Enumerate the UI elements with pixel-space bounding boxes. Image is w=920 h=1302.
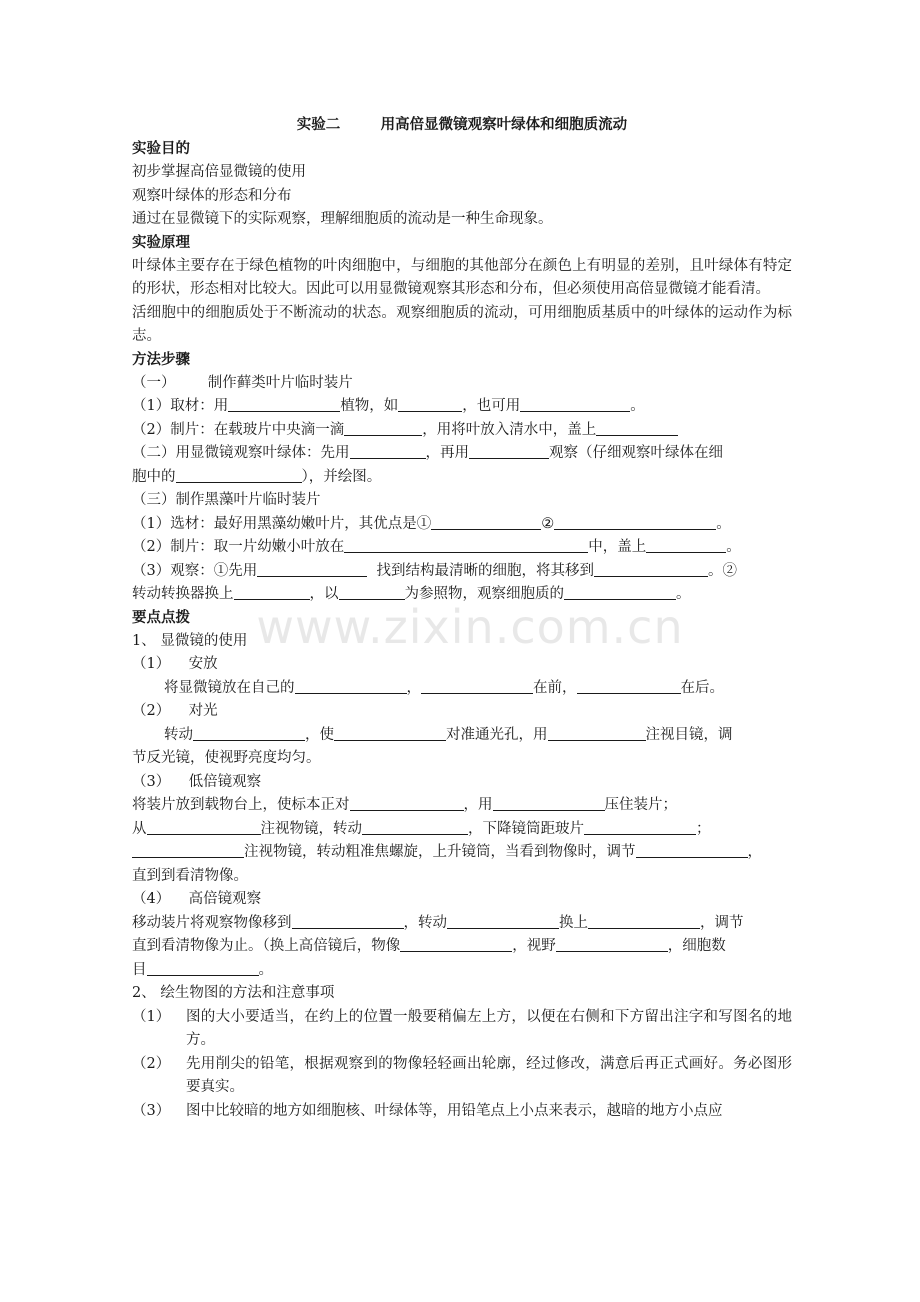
text-segment: 。② — [707, 562, 737, 579]
step-a1-line — [132, 395, 792, 419]
step-a2-line — [132, 419, 792, 443]
point-1a-title: （1） 安放 — [132, 656, 218, 672]
text-segment: ，使 — [305, 726, 334, 743]
answer-blank — [344, 420, 422, 436]
answer-blank — [234, 584, 310, 600]
point-2b — [132, 1053, 792, 1100]
text-segment: （3）观察：①先用 — [132, 562, 258, 579]
answer-blank — [193, 725, 305, 741]
answer-blank — [636, 842, 748, 858]
heading-key-points: 要点点拨 — [132, 609, 190, 626]
answer-blank — [362, 819, 468, 835]
heading-principle: 实验原理 — [132, 234, 190, 251]
text-segment: 对准通光孔，用 — [446, 726, 548, 743]
text-segment: 。 — [258, 961, 273, 978]
answer-blank — [147, 960, 259, 976]
step-c4-line — [132, 583, 792, 607]
answer-blank — [228, 396, 340, 412]
text-segment: 换上 — [559, 914, 588, 931]
point-1c-title: （3） 低倍镜观察 — [132, 773, 262, 790]
text-segment: 找到结构最清晰的细胞，将其移到 — [367, 562, 594, 579]
point-1c-line-1 — [132, 794, 792, 818]
text-segment: （1）取材：用 — [132, 398, 229, 414]
answer-blank — [584, 819, 696, 835]
step-c2-line — [132, 536, 792, 560]
answer-blank — [334, 725, 446, 741]
text-segment: 。 — [726, 539, 741, 555]
item-text: 图中比较暗的地方如细胞核、叶绿体等，用铅笔点上小点来表示，越暗的地方小点应 — [186, 1102, 723, 1119]
text-segment: 转动 — [164, 726, 193, 743]
point-1d-line-3 — [132, 959, 792, 983]
text-segment: ，视野 — [512, 938, 556, 954]
answer-blank — [292, 913, 404, 929]
answer-blank — [344, 537, 588, 553]
answer-blank — [339, 584, 405, 600]
answer-blank — [564, 584, 676, 600]
purpose-line-3: 通过在显微镜下的实际观察，理解细胞质的流动是一种生命现象。 — [132, 211, 553, 227]
answer-blank — [594, 561, 708, 577]
point-1c-line-4: 直到到看清物像。 — [132, 867, 248, 884]
principle-paragraph-1: 叶绿体主要存在于绿色植物的叶肉细胞中，与细胞的其他部分在颜色上有明显的差别，且叶绿体有特定的形状，形态相对比较大。因此可以用显微镜观察其形态和分布，但必须使用高倍显微镜才能看清。 — [132, 257, 792, 297]
text-segment: 。 — [676, 586, 691, 602]
text-segment: ② — [541, 515, 555, 532]
text-segment: ），并绘图。 — [301, 468, 382, 485]
document-page — [132, 112, 792, 1123]
text-segment: 直到看清物像为止。（换上高倍镜后，物像 — [132, 938, 401, 954]
step-c-title: （三）制作黑藻叶片临时装片 — [132, 492, 321, 508]
text-segment: 转动转换器换上 — [132, 586, 234, 602]
text-segment: ，以 — [309, 586, 339, 602]
heading-purpose: 实验目的 — [132, 141, 190, 157]
answer-blank — [421, 678, 533, 694]
answer-blank — [257, 561, 367, 577]
answer-blank — [596, 420, 678, 436]
answer-blank — [520, 396, 630, 412]
step-b-line-2 — [132, 466, 792, 490]
text-segment: ，转动 — [403, 914, 447, 931]
principle-paragraph-2: 活细胞中的细胞质处于不断流动的状态。观察细胞质的流动，可用细胞质基质中的叶绿体的运动作为标志。 — [132, 304, 792, 344]
text-segment: 注视目镜，调 — [645, 726, 733, 743]
step-a-title: （一） 制作藓类叶片临时装片 — [132, 374, 353, 391]
answer-blank — [350, 443, 426, 459]
answer-blank — [548, 725, 646, 741]
point-1a-line — [132, 677, 792, 701]
answer-blank — [176, 467, 302, 483]
text-segment: 移动装片将观察物像移到 — [132, 914, 292, 931]
heading-steps: 方法步骤 — [132, 351, 190, 368]
text-segment: 植物，如 — [340, 398, 399, 414]
text-segment: 。 — [716, 515, 731, 532]
text-segment: 目 — [132, 961, 147, 978]
item-number: （1） — [132, 1008, 171, 1025]
text-segment: （二）用显微镜观察叶绿体：先用 — [132, 445, 350, 461]
point-2-title: 2、 绘生物图的方法和注意事项 — [132, 985, 335, 1001]
answer-blank — [295, 678, 407, 694]
text-segment: ； — [696, 820, 711, 837]
text-segment: 从 — [132, 820, 147, 837]
text-segment: 中，盖上 — [588, 539, 647, 555]
text-segment: 胞中的 — [132, 468, 176, 485]
text-segment: ，也可用 — [462, 398, 521, 414]
answer-blank — [588, 913, 700, 929]
text-segment: 注视物镜，转动 — [260, 820, 362, 837]
text-segment: 将显微镜放在自己的 — [164, 679, 295, 696]
answer-blank — [350, 795, 464, 811]
text-segment: ， — [747, 844, 762, 860]
text-segment: ，下降镜筒距玻片 — [468, 820, 584, 837]
text-segment: 。 — [630, 398, 645, 414]
text-segment: 为参照物，观察细胞质的 — [404, 586, 564, 602]
point-2c — [132, 1100, 792, 1124]
answer-blank — [132, 842, 244, 858]
item-number: （2） — [132, 1055, 171, 1072]
watermark: www.zixin.com.cn — [256, 600, 684, 654]
answer-blank — [447, 913, 559, 929]
point-1b-line-1 — [132, 724, 792, 748]
point-1-title: 1、 显微镜的使用 — [132, 632, 248, 649]
answer-blank — [398, 396, 462, 412]
point-1d-line-2 — [132, 935, 792, 959]
answer-blank — [431, 514, 541, 530]
item-text: 图的大小要适当，在约上的位置一般要稍偏左上方，以便在右侧和下方留出注字和写图名的地方。 — [186, 1008, 792, 1048]
purpose-line-1: 初步掌握高倍显微镜的使用 — [132, 164, 306, 180]
answer-blank — [554, 514, 716, 530]
text-segment: ，再用 — [425, 445, 469, 461]
page-title: 实验二 用高倍显微镜观察叶绿体和细胞质流动 — [296, 117, 628, 133]
item-number: （3） — [132, 1102, 171, 1119]
text-segment: 观察（仔细观察叶绿体在细 — [549, 445, 723, 461]
step-b-line-1 — [132, 442, 792, 466]
answer-blank — [646, 537, 726, 553]
answer-blank — [493, 795, 605, 811]
point-2a — [132, 1006, 792, 1053]
text-segment: （1）选材：最好用黑藻幼嫩叶片，其优点是① — [132, 515, 432, 532]
text-segment: ， — [406, 679, 421, 696]
point-1c-line-3 — [132, 841, 792, 865]
text-segment: （2）制片：在载玻片中央滴一滴 — [132, 421, 345, 438]
step-c1-line — [132, 513, 792, 537]
answer-blank — [469, 443, 549, 459]
text-segment: ，调节 — [700, 914, 744, 931]
point-1b-line-2: 节反光镜，使视野亮度均匀。 — [132, 750, 321, 766]
answer-blank — [400, 936, 512, 952]
answer-blank — [577, 678, 681, 694]
text-segment: ，细胞数 — [667, 938, 726, 954]
step-c3-line — [132, 560, 792, 584]
point-1c-line-2 — [132, 818, 792, 842]
answer-blank — [147, 819, 261, 835]
text-segment: 在后。 — [680, 679, 724, 696]
text-segment: 将装片放到载物台上，使标本正对 — [132, 797, 350, 813]
text-segment: （2）制片：取一片幼嫩小叶放在 — [132, 539, 345, 555]
text-segment: 注视物镜，转动粗准焦螺旋，上升镜筒，当看到物像时，调节 — [244, 844, 636, 860]
point-1b-title: （2） 对光 — [132, 703, 218, 719]
purpose-line-2: 观察叶绿体的形态和分布 — [132, 187, 292, 204]
text-segment: 压住装片； — [604, 797, 677, 813]
text-segment: 在前， — [533, 679, 577, 696]
answer-blank — [556, 936, 668, 952]
text-segment: ，用将叶放入清水中，盖上 — [422, 421, 597, 438]
point-1d-line-1 — [132, 912, 792, 936]
item-text: 先用削尖的铅笔，根据观察到的物像轻轻画出轮廓，经过修改，满意后再正式画好。务必图形要真实。 — [186, 1055, 792, 1095]
point-1d-title: （4） 高倍镜观察 — [132, 891, 262, 907]
text-segment: ，用 — [463, 797, 493, 813]
